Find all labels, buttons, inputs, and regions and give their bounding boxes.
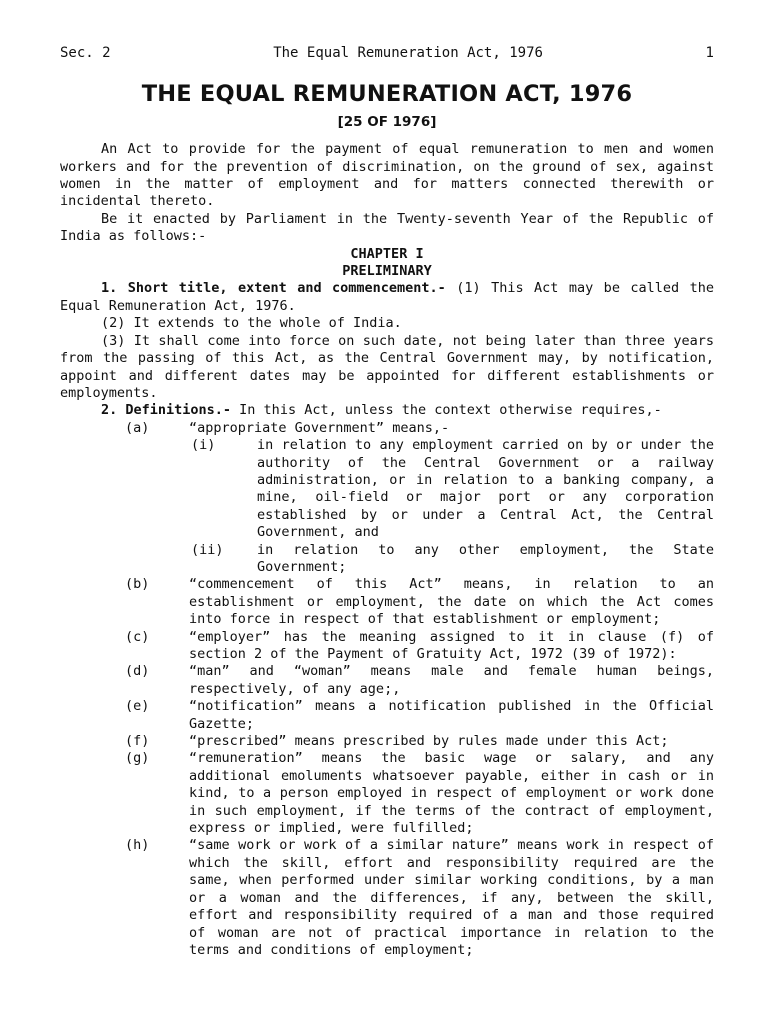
definition-d [60,663,714,698]
clause-label: (g) [125,750,150,767]
subclause-text: in relation to any employment carried on by or under the authority of the Central Government or a railway administration, or in relation to a banking company, a mine, oil-field or major port or any corporation established by or under a Central Act, the Central Government, and [257,437,714,541]
section-1-heading: 1. Short title, extent and commencement.- [101,280,446,297]
section-1-text: (1) This Act may be called the Equal Remuneration Act, 1976. [60,280,714,314]
clause-text: “commencement of this Act” means, in relation to an establishment or employment, the date on which the Act comes into force in respect of that establishment or employment; [189,576,714,628]
clause-label: (d) [125,663,150,680]
section-2 [60,402,714,419]
definition-a [60,420,714,437]
section-1-sub-2: (2) It extends to the whole of India. [101,315,402,332]
preamble: An Act to provide for the payment of equal remuneration to men and women workers and for the prevention of discrimination, on the ground of sex, against women in the matter of employment and for matters connected therewith or incidental thereto. [60,141,714,210]
chapter-title: PRELIMINARY [342,263,432,280]
clause-label: (b) [125,576,150,593]
definition-h [60,837,714,959]
clause-text: “man” and “woman” means male and female human beings, respectively, of any age;, [189,663,714,697]
chapter-number: CHAPTER I [350,245,424,262]
subclause-label: (i) [191,437,216,454]
clause-text: “remuneration” means the basic wage or salary, and any additional emoluments whatsoever payable, either in cash or in kind, to a person employed in respect of employment or work done in such employment, if the terms of the contract of employment, express or implied, were fulfilled; [189,750,714,837]
clause-text: “appropriate Government” means,- [189,419,450,436]
clause-label: (c) [125,628,150,645]
section-1 [60,280,714,315]
document-page [60,0,714,959]
definition-a-ii [60,542,714,577]
definition-f [60,733,714,750]
clause-label: (h) [125,837,150,854]
definition-b [60,576,714,628]
section-2-text: In this Act, unless the context otherwise requires,- [231,402,662,419]
clause-label: (e) [125,698,150,715]
clause-text: “notification” means a notification published in the Official Gazette; [189,698,714,732]
section-1-sub-3: (3) It shall come into force on such date, not being later than three years from the passing of this Act, as the Central Government may, by notification, appoint and different dates may be appointed for different establishments or employments. [60,332,714,401]
running-header [60,45,714,62]
header-title: The Equal Remuneration Act, 1976 [273,45,543,61]
clause-text: “employer” has the meaning assigned to it in clause (f) of section 2 of the Payment of Gratuity Act, 1972 (39 of 1972): [189,628,714,662]
clause-label: (f) [125,733,150,750]
enactment-clause: Be it enacted by Parliament in the Twenty-seventh Year of the Republic of India as follows:- [60,210,714,245]
section-2-heading: 2. Definitions.- [101,402,232,419]
definition-e [60,698,714,733]
act-title: THE EQUAL REMUNERATION ACT, 1976 [141,81,633,108]
header-page-number: 1 [705,45,714,61]
subclause-label: (ii) [191,541,224,558]
header-section: Sec. 2 [60,45,111,61]
clause-text: “prescribed” means prescribed by rules made under this Act; [189,733,669,750]
clause-label: (a) [125,419,150,436]
definition-a-i [60,437,714,541]
act-number: [25 OF 1976] [337,113,437,130]
subclause-text: in relation to any other employment, the State Government; [257,541,714,575]
clause-text: “same work or work of a similar nature” means work in respect of which the skill, effort and responsibility required are the same, when performed under similar working conditions, by a man or a woman and the differences, if any, between the skill, effort and responsibility required of a man and those required of woman are not of practical importance in relation to the terms and conditions of employment; [189,837,714,958]
definition-g [60,750,714,837]
definition-c [60,629,714,664]
